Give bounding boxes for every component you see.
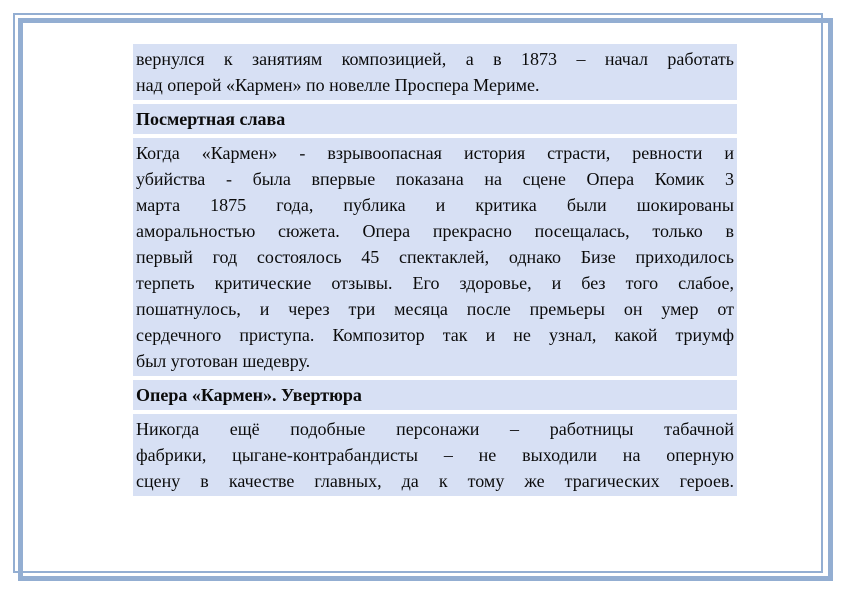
heading-paragraph: Опера «Кармен». Увертюра xyxy=(133,380,737,410)
text-line: первый год состоялось 45 спектаклей, однако Бизе приходилось xyxy=(136,247,734,267)
text-line: сцену в качестве главных, да к тому же трагических героев. xyxy=(136,471,734,491)
text-line: пошатнулось, и через три месяца после премьеры он умер от xyxy=(136,299,734,319)
text-line: убийства - была впервые показана на сцене Опера Комик 3 xyxy=(136,169,734,189)
body-paragraph xyxy=(133,138,737,376)
text-line: Никогда ещё подобные персонажи – работницы табачной xyxy=(136,419,734,439)
text-line: сердечного приступа. Композитор так и не узнал, какой триумф xyxy=(136,325,734,345)
text-line: терпеть критические отзывы. Его здоровье, и без того слабое, xyxy=(136,273,734,293)
text-line: Когда «Кармен» - взрывоопасная история страсти, ревности и xyxy=(136,143,734,163)
text-line: вернулся к занятиям композицией, а в 1873 – начал работать xyxy=(136,49,734,69)
body-paragraph xyxy=(133,44,737,100)
text-line: над оперой «Кармен» по новелле Проспера Мериме. xyxy=(136,75,540,95)
text-column xyxy=(133,44,737,500)
text-line: марта 1875 года, публика и критика были шокированы xyxy=(136,195,734,215)
text-line: аморальностью сюжета. Опера прекрасно посещалась, только в xyxy=(136,221,734,241)
body-paragraph xyxy=(133,414,737,496)
text-line: фабрики, цыгане-контрабандисты – не выходили на оперную xyxy=(136,445,734,465)
heading-paragraph: Посмертная слава xyxy=(133,104,737,134)
text-line: был уготован шедевру. xyxy=(136,351,311,371)
